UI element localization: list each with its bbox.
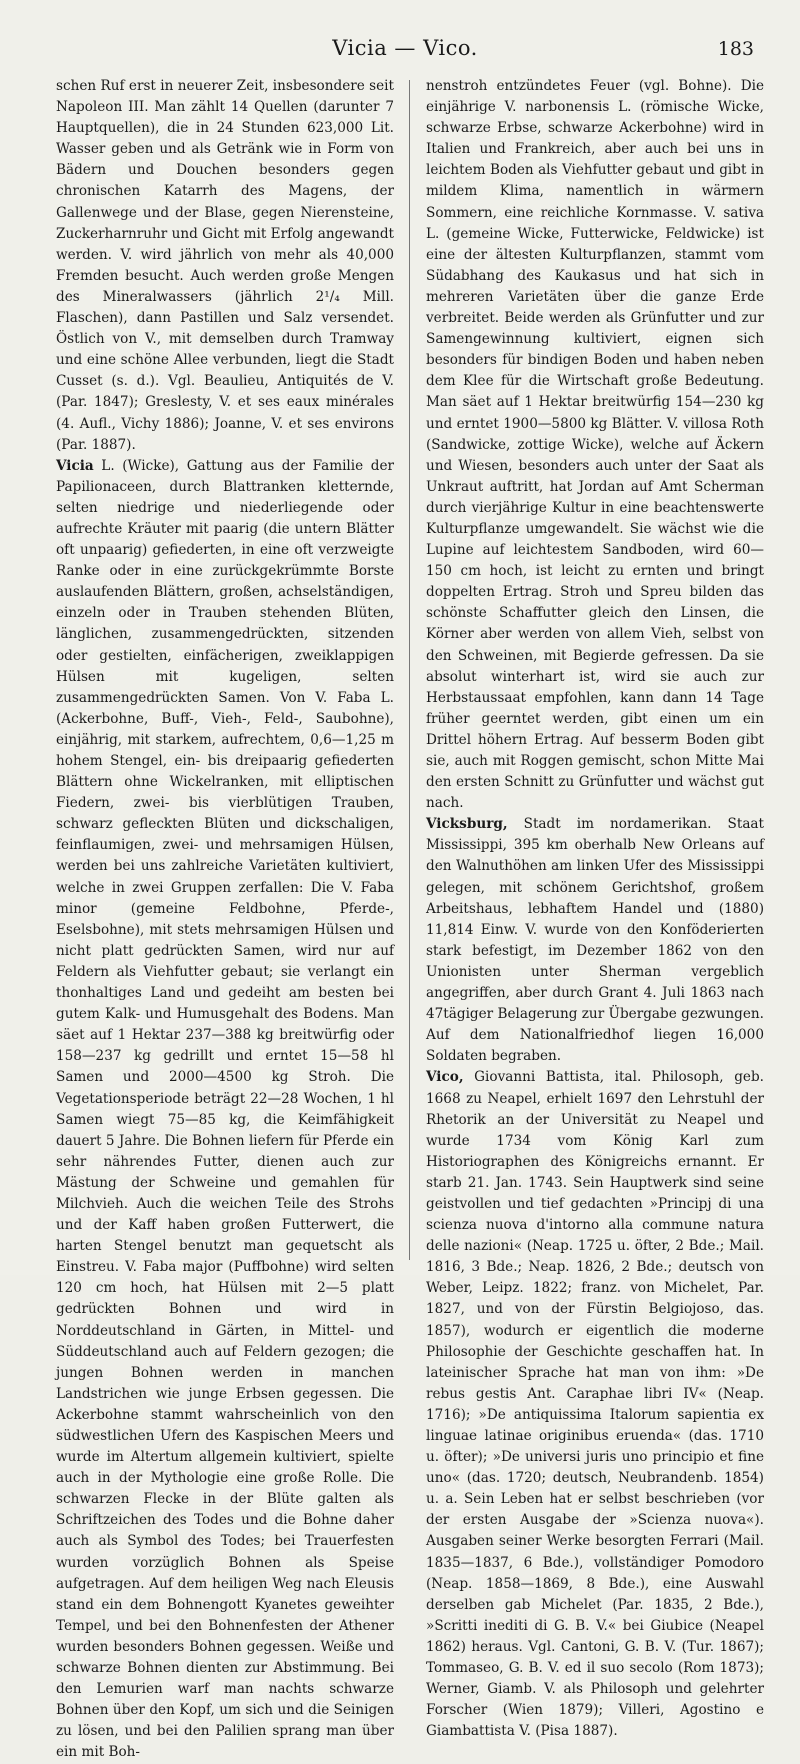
entry-vico — [426, 1067, 764, 1742]
entry-headword: Vicksburg, — [426, 816, 508, 833]
text-columns — [56, 76, 764, 1761]
page-number: 183 — [717, 38, 754, 60]
column-divider — [409, 80, 410, 1260]
entry-body: Stadt im nordamerikan. Staat Mississippi, 395 km oberhalb New Orleans auf den Walnuthöhen am linken Ufer des Mississippi gelegen, mit schönem Gerichtshof, großem Arbeitshaus, lebhaftem Handel und (1880) 11,814 Einw. V. wurde von den Konföderierten stark befestigt, im Dezember 1862 von den Unionisten unter Sherman vergeblich angegriffen, aber durch Grant 4. Juli 1863 nach 47tägiger Belagerung zur Übergabe gezwungen. Auf dem Nationalfriedhof liegen 16,000 Soldaten begraben. — [426, 816, 764, 1065]
entry-headword: Vico, — [426, 1069, 464, 1086]
entry-body: L. (Wicke), Gattung aus der Familie der Papilionaceen, durch Blattranken kletternde, selten niedrige und niederliegende oder aufrechte Kräuter mit paarig (die untern Blätter oft unpaarig) gefiederten, in eine oft verzweigte Ranke oder in eine zurückgekrümmte Borste auslaufenden Blättern, großen, achselständigen, einzeln oder in Trauben stehenden Blüten, länglichen, zusammengedrückten, sitzenden oder gestielten, einfächerigen, zweiklappigen Hülsen mit kugeligen, selten zusammengedrückten Samen. Von V. Faba L. (Ackerbohne, Buff-, Vieh-, Feld-, Saubohne), einjährig, mit starkem, aufrechtem, 0,6—1,25 m hohem Stengel, ein- bis dreipaarig gefiederten Blättern ohne Wickelranken, mit elliptischen Fiedern, zwei- bis vierblütigen Trauben, schwarz gefleckten Blüten und dickschaligen, feinflaumigen, zwei- und mehrsamigen Hülsen, werden bei uns zahlreiche Varietäten kultiviert, welche in zwei Gruppen zerfallen: Die V. Faba minor (gemeine Feldbohne, Pferde-, Eselsbohne), mit stets mehrsamigen Hülsen und nicht platt gedrückten Samen, wird nur auf Feldern als Viehfutter gebaut; sie verlangt ein thonhaltiges Land und gedeiht am besten bei gutem Kalk- und Humusgehalt des Bodens. Man säet auf 1 Hektar 237—388 kg breitwürfig oder 158—237 kg gedrillt und erntet 15—58 hl Samen und 2000—4500 kg Stroh. Die Vegetationsperiode beträgt 22—28 Wochen, 1 hl Samen wiegt 75—85 kg, die Keimfähigkeit dauert 5 Jahre. Die Bohnen liefern für Pferde ein sehr nährendes Futter, dienen auch zur Mästung der Schweine und gemahlen für Milchvieh. Auch die weichen Teile des Strohs und der Kaff haben großen Futterwert, die harten Stengel benutzt man gequetscht als Einstreu. V. Faba major (Puffbohne) wird selten 120 cm hoch, hat Hülsen mit 2—5 platt gedrückten Bohnen und wird in Norddeutschland in Gärten, in Mittel- und Süddeutschland auch auf Feldern gezogen; die jungen Bohnen werden in manchen Landstrichen wie junge Erbsen gegessen. Die Ackerbohne stammt wahrscheinlich von den südwestlichen Ufern des Kaspischen Meers und wurde im Altertum allgemein kultiviert, spielte auch in der Mythologie eine große Rolle. Die schwarzen Flecke in der Blüte galten als Schriftzeichen des Todes und die Bohne daher auch als Symbol des Todes; bei Trauerfesten wurden vorzüglich Bohnen als Speise aufgetragen. Auf dem heiligen Weg nach Eleusis stand ein dem Bohnengott Kyanetes geweihter Tempel, und bei den Bohnenfesten der Athener wurden besonders Bohnen gegessen. Weiße und schwarze Bohnen dienten zur Abstimmung. Bei den Lemurien warf man nachts schwarze Bohnen über den Kopf, um sich und die Seinigen zu lösen, und bei den Palilien sprang man über ein mit Boh- — [56, 457, 394, 1761]
entry-body: Giovanni Battista, ital. Philosoph, geb. 1668 zu Neapel, erhielt 1697 den Lehrstuhl der Rhetorik an der Universität zu Neapel und wurde 1734 vom König Karl zum Historiographen des Königreichs ernannt. Er starb 21. Jan. 1743. Sein Hauptwerk sind seine geistvollen und tief gedachten »Principj di una scienza nuova d'intorno alla commune natura delle nazioni« (Neap. 1725 u. öfter, 2 Bde.; Mail. 1816, 3 Bde.; Neap. 1826, 2 Bde.; deutsch von Weber, Leipz. 1822; franz. von Michelet, Par. 1827, und von der Fürstin Belgiojoso, das. 1857), wodurch er eigentlich die moderne Philosophie der Geschichte geschaffen hat. In lateinischer Sprache hat man von ihm: »De rebus gestis Ant. Caraphae libri IV« (Neap. 1716); »De antiquissima Italorum sapientia ex linguae latinae originibus eruenda« (das. 1710 u. öfter); »De universi juris uno principio et fine uno« (das. 1720; deutsch, Neubrandenb. 1854) u. a. Sein Leben hat er selbst beschrieben (vor der ersten Ausgabe der »Scienza nuova«). Ausgaben seiner Werke besorgten Ferrari (Mail. 1835—1837, 6 Bde.), vollständiger Pomodoro (Neap. 1858—1869, 8 Bde.), eine Auswahl derselben gab Michelet (Par. 1835, 2 Bde.), »Scritti inediti di G. B. V.« bei Giubice (Neapel 1862) heraus. Vgl. Cantoni, G. B. V. (Tur. 1867); Tommaseo, G. B. V. ed il suo secolo (Rom 1873); Werner, Giamb. V. als Philosoph und gelehrter Forscher (Wien 1879); Villeri, Agostino e Giambattista V. (Pisa 1887). — [426, 1069, 764, 1740]
entry-headword: Vicia — [56, 457, 94, 474]
entry-vicia — [56, 456, 394, 1764]
right-column — [426, 76, 764, 1740]
page-header — [56, 36, 754, 64]
entry-vicia-continued: nenstroh entzündetes Feuer (vgl. Bohne). Die einjährige V. narbonensis L. (römische Wicke, schwarze Erbse, schwarze Ackerbohne) wird in Italien und Frankreich, aber auch bei uns in leichtem Boden als Viehfutter gebaut und gibt in mildem Klima, namentlich in wärmern Sommern, eine reichliche Kornmasse. V. sativa L. (gemeine Wicke, Futterwicke, Feldwicke) ist eine der ältesten Kulturpflanzen, stammt vom Südabhang des Kaukasus und hat sich in mehreren Varietäten über die ganze Erde verbreitet. Beide werden als Grünfutter und zur Samengewinnung kultiviert, eignen sich besonders für bindigen Boden und haben neben dem Klee für die Wirtschaft große Bedeutung. Man säet auf 1 Hektar breitwürfig 154—230 kg und erntet 1900—5800 kg Blätter. V. villosa Roth (Sandwicke, zottige Wicke), welche auf Äckern und Wiesen, besonders auch unter der Saat als Unkraut auftritt, hat Jordan auf Amt Scherman durch vierjährige Kultur in eine beachtenswerte Kulturpflanze umgewandelt. Sie wächst wie die Lupine auf leichtestem Sandboden, wird 60—150 cm hoch, ist leicht zu ernten und bringt doppelten Ertrag. Stroh und Spreu bilden das schönste Schaffutter gleich den Linsen, die Körner aber werden von allem Vieh, selbst von den Schweinen, mit Begierde gefressen. Da sie absolut winterhart ist, wird sie auch zur Herbstaussaat empfohlen, kann dann 14 Tage früher geerntet werden, gibt einen um ein Drittel höhern Ertrag. Auf besserm Boden gibt sie, auch mit Roggen gemischt, schon Mitte Mai den ersten Schnitt zu Grünfutter und wächst gut nach. — [426, 78, 764, 812]
left-column — [56, 76, 394, 1761]
running-head: Vicia — Vico. — [332, 36, 478, 60]
entry-vicksburg — [426, 814, 764, 1067]
entry-vichy-continued: schen Ruf erst in neuerer Zeit, insbesondere seit Napoleon III. Man zählt 14 Quellen (darunter 7 Hauptquellen), die in 24 Stunden 623,000 Lit. Wasser geben und als Getränk wie in Form von Bädern und Douchen besonders gegen chronischen Katarrh des Magens, der Gallenwege und der Blase, gegen Nierensteine, Zuckerharnruhr und Gicht mit Erfolg angewandt werden. V. wird jährlich von mehr als 40,000 Fremden besucht. Auch werden große Mengen des Mineralwassers (jährlich 2¹/₄ Mill. Flaschen), dann Pastillen und Salz versendet. Östlich von V., mit demselben durch Tramway und eine schöne Allee verbunden, liegt die Stadt Cusset (s. d.). Vgl. Beaulieu, Antiquités de V. (Par. 1847); Greslesty, V. et ses eaux minérales (4. Aufl., Vichy 1886); Joanne, V. et ses environs (Par. 1887). — [56, 78, 394, 453]
